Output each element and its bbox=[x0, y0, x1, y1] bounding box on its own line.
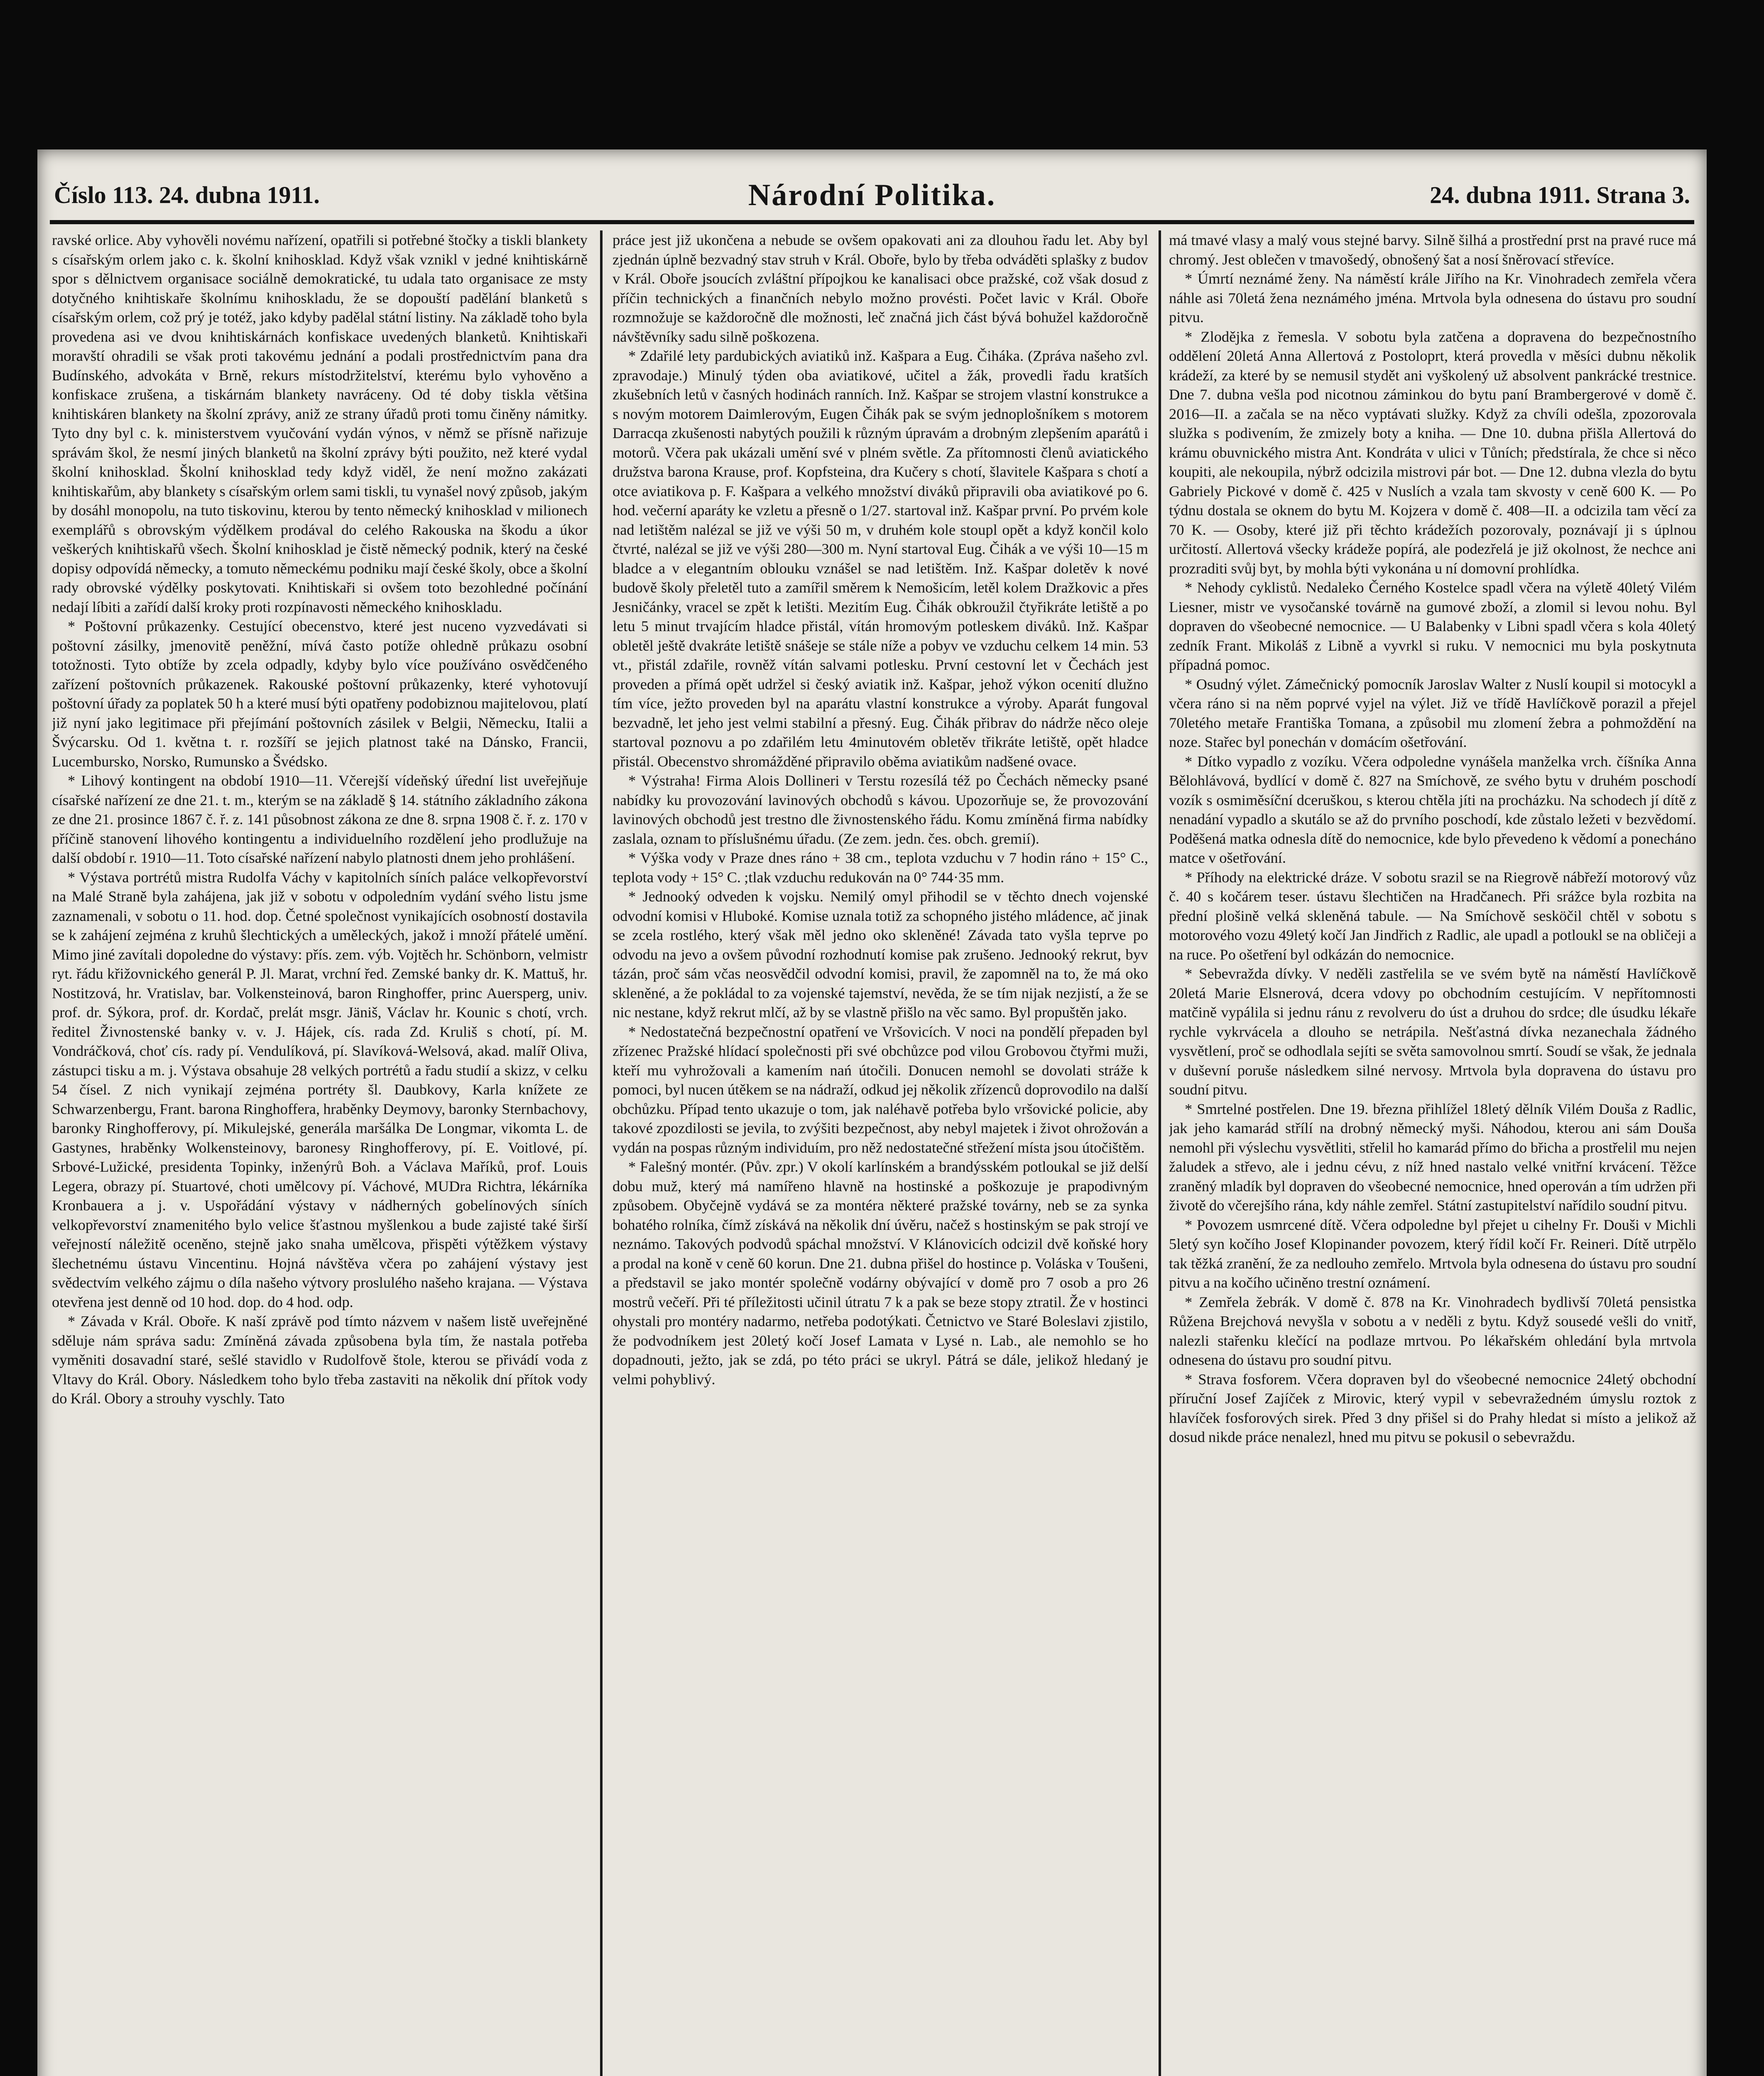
article-paragraph: * Úmrtí neznámé ženy. Na náměstí krále Jiřího na Kr. Vinohradech zemřela včera náhle asi 70letá žena neznámého jména. Mrtvola byla odnesena do ústavu pro soudní pitvu. bbox=[1169, 270, 1696, 326]
article-paragraph: * Výška vody v Praze dnes ráno + 38 cm., teplota vzduchu v 7 hodin ráno + 15° C., teplota vody + 15° C. ;tlak vzduchu redukován na 0° 744·35 mm. bbox=[612, 849, 1148, 886]
article-paragraph: * Dítko vypadlo z vozíku. Včera odpoledne vynášela manželka vrch. číšníka Anna Bělohlávová, bydlící v domě č. 827 na Smíchově, ze svého bytu v druhém poschodí vozík s osmiměsíční dceruškou, s kterou chtěla jíti na procházku. Na schodech jí dítě z nenadání vypadlo a skutálo se až do prvního poschodí, kde zůstalo ležeti v bezvědomí. Poděšená matka odnesla dítě do nemocnice, kde bylo převedeno k vědomí a ponecháno matce v ošetřování. bbox=[1169, 753, 1696, 866]
article-paragraph: * Strava fosforem. Včera dopraven byl do všeobecné nemocnice 24letý obchodní příruční Josef Zajíček z Mirovic, který vypil v sebevražedném úmyslu roztok z hlavíček fosforových sirek. Před 3 dny přišel si do Prahy hledat si místo a jelikož až dosud nikde práce nenalezl, hned mu pitvu se pokusil o sebevraždu. bbox=[1169, 1371, 1696, 1445]
article-paragraph: * Lihový kontingent na období 1910—11. Včerejší vídeňský úřední list uveřejňuje císařské nařízení ze dne 21. t. m., kterým se na základě § 14. státního základního zákona ze dne 21. prosince 1867 č. ř. z. 141 působnost zákona ze dne 8. srpna 1908 č. ř. z. 170 v příčině stanovení lihového kontingentu a individuelního rozdělení jeho prodlužuje na další období r. 1910—11. Toto císařské nařízení nabylo platnosti dnem jeho prohlášení. bbox=[52, 772, 588, 866]
article-paragraph: * Jednooký odveden k vojsku. Nemilý omyl přihodil se v těchto dnech vojenské odvodní komisi v Hluboké. Komise uznala totiž za schopného jistého mládence, ač jinak se zcela rostlého, který však měl jedno oko skleněné! Závada tato vyšla teprve po odvodu na jevo a ovšem původní rozhodnutí komise pak zrušeno. Jednooký rekrut, byv tázán, proč sám včas neosvědčil odvodní komisi, pravil, že zapomněl na to, že má oko skleněné, a že pokládal to za vojenské tajemství, nevěda, že se tím nijak nezjistí, a že se nic nestane, když rekrut mlčí, až by se vlastně přišlo na věc samo. Byl propuštěn jako. bbox=[612, 888, 1148, 1021]
article-paragraph: * Závada v Král. Oboře. K naší zprávě pod tímto názvem v našem listě uveřejněné sděluje nám správa sadu: Zmíněná závada způsobena byla tím, že nastala potřeba vyměniti dosavadní staré, sešlé stavidlo v Rudolfově štole, kterou se přivádí voda z Vltavy do Král. Obory. Následkem toho bylo třeba zastaviti na několik dní přítok vody do Král. Obory a strouhy vyschly. Tato bbox=[52, 1313, 588, 1407]
article-paragraph: * Sebevražda dívky. V neděli zastřelila se ve svém bytě na náměstí Havlíčkově 20letá Marie Elsnerová, dcera vdovy po obchodním cestujícím. V nepřítomnosti matčině vypálila si jednu ránu z revolveru do úst a druhou do srdce; dle úsudku lékaře rychle vykrvácela a dlouho se netrápila. Nešťastná dívka nezanechala žádného vysvětlení, proč se odhodlala sejíti se světa samovolnou smrtí. Soudí se však, že jednala v duševní poruše následkem silné nervosy. Mrtvola byla dopravena do ústavu pro soudní pitvu. bbox=[1169, 965, 1696, 1098]
newspaper-title: Národní Politika. bbox=[748, 178, 996, 212]
issue-number: Číslo 113. 24. dubna 1911. bbox=[54, 181, 320, 208]
article-paragraph: * Příhody na elektrické dráze. V sobotu srazil se na Riegrově nábřeží motorový vůz č. 40 s kočárem teser. ústavu šlechtičen na Hradčanech. Při srážce byla rozbita na přední plošině velká skleněná tabule. — Na Smíchově sesköčil chtěl v sobotu s motorového vozu 49letý kočí Jan Jindřich z Radlic, ale upadl a potloukl se na obličeji a na ruce. Po ošetření byl odkázán do nemocnice. bbox=[1169, 869, 1696, 963]
article-paragraph: * Zemřela žebrák. V domě č. 878 na Kr. Vinohradech bydlivší 70letá pensistka Růžena Brejchová nevyšla v sobotu a v neděli z bytu. Když sousedé vešli do vnitř, nalezli stařenku klečící na podlaze mrtvou. Po lékařském ohledání byla mrtvola odnesena do ústavu pro soudní pitvu. bbox=[1169, 1293, 1696, 1368]
text-column-3 bbox=[1169, 230, 1696, 2076]
article-paragraph: * Nedostatečná bezpečnostní opatření ve Vršovicích. V noci na pondělí přepaden byl zřízenec Pražské hlídací společnosti při své obchůzce pod vilou Grobovou čtyřmi muži, kteří mu vyhrožovali a kamením nań útočili. Donucen nemohl se dovolati stráže k pomoci, byl nucen útěkem se na nádraží, odkud jej několik zřízenců doprovodilo na další obchůzku. Případ tento ukazuje o tom, jak naléhavě potřeba bylo vršovické policie, aby takové zpozdilosti se jevila, to zvýšiti bezpečnost, aby nebyl majetek i život ohrožován a vydán na pospas různým individuím, pro něž nedostatečné střežení místa jsou útočištěm. bbox=[612, 1023, 1148, 1156]
article-paragraph: práce jest již ukončena a nebude se ovšem opakovati ani za dlouhou řadu let. Aby byl zjednán úplně bezvadný stav struh v Král. Oboře, bylo by třeba odváděti splašky z budov v Král. Oboře jsoucích zvláštní přípojkou ke kanalisaci obce pražské, což však dosud z příčin technických a finančních nebylo možno provésti. Počet lavic v Král. Oboře rozmnožuje se každoročně dle možnosti, leč značná jich část bývá bohužel každoročně návštěvníky sadu silně poškozena. bbox=[612, 232, 1148, 345]
article-paragraph: * Osudný výlet. Zámečnický pomocník Jaroslav Walter z Nuslí koupil si motocykl a včera ráno si na něm poprvé vyjel na výlet. Již ve třídě Havlíčkově porazil a přejel 70letého metaře Františka Tomana, a způsobil mu zlomení žebra a pohmoždění na noze. Stařec byl ponechán v domácím ošetřování. bbox=[1169, 676, 1696, 750]
article-paragraph: * Zlodějka z řemesla. V sobotu byla zatčena a dopravena do bezpečnostního oddělení 20letá Anna Allertová z Postoloprt, která provedla v měsíci dubnu několik krádeží, za které by se nemusil stydět ani vyškolený už absolvent pankrácké trestnice. Dne 7. dubna vešla pod nicotnou záminkou do bytu paní Brambergerové v domě č. 2016—II. a začala se na něco vyptávati služky. Když za chvíli odešla, zpozorovala služka s podivením, že zmizely boty a kniha. — Dne 10. dubna přišla Allertová do krámu obuvnického mistra Ant. Kondráta v ulici v Tůních; předstírala, že chce si něco koupiti, ale nekoupila, nýbrž odcizila mistrovi pár bot. — Dne 12. dubna vlezla do bytu Gabriely Pickové v domě č. 425 v Nuslích a vzala tam skvosty v ceně 600 K. — Po týdnu dostala se oknem do bytu M. Kojzera v domě č. 408—II. a odcizila tam věcí za 70 K. — Osoby, které již při těchto krádežích pozorovaly, poznávají ji s úplnou určitostí. Allertová všecky krádeže popírá, ale podezřelá je již okolnost, že nechce ani prozraditi svůj byt, by mohla býti vykonána u ní domovní prohlídka. bbox=[1169, 328, 1696, 577]
article-paragraph: ravské orlice. Aby vyhověli novému nařízení, opatřili si potřebné štočky a tiskli blankety s císařským orlem jako c. k. školní knihosklad. Když však vznikl v jedné knihtiskárně spor s dělnictvem organisace sociálně demokratické, tu udala tato organisace ze msty dotyčného knihtiskaře školnímu knihoskladu, že se dopouští padělání blanketů s císařským orlem, což prý je totéž, jako kdyby padělal státní listiny. Na základě toho byla provedena asi ve dvou knihtiskárnách konfiskace uvedených blanketů. Knihtiskaři moravští ohradili se však proti takovému jednání a podali prostřednictvím pana dra Budínského, advokáta v Brně, rekurs místodržitelství, kterému bylo vyhověno a konfiskace zrušena, a tiskárnám blankety navráceny. Od té doby tiskla většina knihtiskáren blankety na školní zprávy, aniž ze strany úřadů proti tomu činěny námitky. Tyto dny byl c. k. ministerstvem vyučování vydán výnos, v němž se přísně nařizuje správám škol, že nesmí jiných blanketů na školní zprávy býti použito, než které vydal školní knihosklad. Školní knihosklad tedy když viděl, že není možno zakázati knihtiskařům, aby blankety s císařským orlem sami tiskli, tu vynašel nový způsob, jakým by dosáhl monopolu, na tuto tiskovinu, kterou by tento německý knihosklad v milionech exemplářů s obrovským výdělkem prodával do celého Rakouska na škodu a úkor veškerých knihtiskařů všech. Školní knihosklad je čistě německý podnik, který na české dopisy odpovídá německy, a tomuto německému podniku mají české školy, obce a školní rady obrovské výdělky poskytovati. Knihtiskaři si ovšem toto bezohledné počínání nedají líbiti a zařídí další kroky proti rozpínavosti německého knihoskladu. bbox=[52, 232, 588, 615]
article-paragraph: * Falešný montér. (Pův. zpr.) V okolí karlínském a brandýsském potloukal se již delší dobu muž, který má namířeno hlavně na hostinské a poškozuje je prapodivným způsobem. Obyčejně vydává se za montéra některé pražské továrny, neb se za synka bohatého rolníka, čímž získává na několik dní úvěru, načež s hostinským se pak strojí ve neznámo. Takových podvodů spáchal množství. V Klánovicích odcizil dvě koňské hory a prodal na koně v ceně 60 korun. Dne 21. dubna přišel do hostince p. Voláska v Toušeni, a představil se jako montér společně vodárny obývající v domě pro 7 osob a pro 26 mostrů večeří. Při té příležitosti učinil útratu 7 k a pak se beze stopy ztratil. Že v hostinci ohystali pro montéry nadarmo, netřeba podotýkati. Četnictvo ve Staré Boleslavi zjistilo, že podvodníkem jest 20letý kočí Josef Lamata v Lysé n. Lab., ale nemohlo se ho dopadnouti, ježto, jak se zdá, po této práci se ukryl. Pátrá se dále, jelikož hledaný je velmi pohyblivý. bbox=[612, 1158, 1148, 1388]
text-column-1 bbox=[52, 230, 588, 2076]
article-paragraph: * Poštovní průkazenky. Cestující obecenstvo, které jest nucenо vyzvedávati si poštovní zásilky, jmenovitě peněžní, mívá často potíže ohledně průkazu osobní totožnosti. Tyto obtíže by zcela odpadly, kdyby bylo více používáno osvědčeného zařízení poštovních průkazenek. Rakouské poštovní průkazenky, které vyhotovují poštovní úřady za poplatek 50 h a které musí býti opatřeny podobiznou majitelovou, platí již nyní jako legitimace při přejímání poštovních zásilek v Belgii, Německu, Italii a Švýcarsku. Od 1. května t. r. rozšíří se jejich platnost také na Dánsko, Francii, Lucembursko, Norsko, Rumunsko a Švédsko. bbox=[52, 618, 588, 770]
article-paragraph: * Výstava portrétů mistra Rudolfa Váchy v kapitolních síních paláce velkopřevorství na Malé Straně byla zahájena, jak již v sobotu v odpoledním vydání svého listu jsme zaznamenali, v sobotu o 11. hod. dop. Četné společnost vynikajících osobností dostavila se k zahájení zejména z kruhů šlechtických a uměleckých, jakož i množí přátelé umění. Mimo jiné zavítali dopoledne do výstavy: přís. zem. výb. Vojtěch hr. Schönborn, velmistr ryt. řádu křižovnického generál P. Jl. Marat, vrchní řed. Zemské banky dr. K. Mattuš, hr. Nostitzová, hr. Vratislav, bar. Volkensteinová, baron Ringhoffer, princ Auersperg, univ. prof. dr. Sýkora, prof. dr. Kordač, prelát msgr. Jäniš, Václav hr. Kounic s chotí, vrch. ředitel Živnostenské banky v. v. J. Hájek, cís. rada Zd. Kruliš s chotí, pí. M. Vondráčková, choť cís. rady pí. Vendulíková, pí. Slavíková-Welsová, akad. malíř Oliva, zástupci tisku a m. j. Výstava obsahuje 28 velkých portrétů a řadu studií a skizz, v celku 54 čísel. Z nich vynikají zejména portréty šl. Daubkovy, Karla knížete ze Schwarzenbergu, Frant. barona Ringhoffera, hraběnky Deymovy, baronky Sternbachovy, baronky Ringhofferovy, pí. Mikulejské, generála maršálka De Longmar, vikomta L. de Gastynes, hraběnky Wolkensteinovy, baronesy Ringhofferovy, pí. E. Voitlové, pí. Srbové-Lužické, presidenta Topinky, inženýrů Boh. a Václava Maříků, prof. Louis Legera, obrazy pí. Stuartové, choti umělcovy pí. Váchové, MUDra Richtra, lékárníka Kronbauera a j. v. Uspořádání výstavy v nádherných gobelínových síních velkopřevorství znamenitého bylo velice šťastnou myšlenkou a bude zajisté také širší veřejností náležitě oceněno, stejně jako snaha umělcova, přispěti výtěžkem výstavy šlechetnému ústavu Vincentinu. Hojná návštěva včera po zahájení výstavy jest svědectvím velkého zájmu o díla našeho výtvory proslulého našeho krajana. — Výstava otevřena jest denně od 10 hod. dop. do 4 hod. odp. bbox=[52, 869, 588, 1310]
article-paragraph: * Smrtelné postřelen. Dne 19. března přihlížel 18letý dělník Vilém Douša z Radlic, jak jeho kamarád střílí na drobný německý myši. Náhodou, kterou ani sám Douša nemohl při výslechu vysvětliti, střelil ho kamarád přímo do břicha a prostřelil mu nejen žaludek a střevo, ale i jednu cévu, z níž hned nastalo velké vnitřní krvácení. Těžce zraněný mladík byl dopraven do všeobecné nemocnice, hned operován a tím udržen při životě do včerejšího rána, kdy náhle zemřel. Státní zastupitelství nařídilo soudní pitvu. bbox=[1169, 1100, 1696, 1214]
article-paragraph: * Nehody cyklistů. Nedaleko Černého Kostelce spadl včera na výletě 40letý Vilém Liesner, mistr ve vysočanské továrně na gumové zboží, a zlomil si levou nohu. Byl dopraven do všeobecné nemocnice. — U Balabenky v Libni spadl včera s kola 40letý zedník Frant. Mikoláš z Libně a vyvrkl si ruku. V nemocnici mu byla poskytnuta případná pomoc. bbox=[1169, 579, 1696, 673]
article-paragraph: * Povozem usmrcené dítě. Včera odpoledne byl přejet u cihelny Fr. Douši v Michli 5letý syn kočího Josef Klopinander povozem, který řídil kočí Fr. Reineri. Dítě utrpělo tak těžká zranění, že za nedlouho zemřelo. Mrtvola byla odnesena do ústavu pro soudní pitvu a na kočího učiněno trestní oznámení. bbox=[1169, 1216, 1696, 1291]
masthead bbox=[50, 174, 1694, 224]
text-column-2 bbox=[612, 230, 1148, 2076]
column-rule bbox=[600, 230, 603, 2076]
date-and-page: 24. dubna 1911. Strana 3. bbox=[1430, 181, 1690, 208]
article-paragraph: má tmavé vlasy a malý vous stejné barvy. Silně šilhá a prostřední prst na pravé ruce má chromý. Jest oblečen v tmavošedý, obnošený šat a nosí šněrovací střevíce. bbox=[1169, 232, 1696, 268]
article-paragraph: * Zdařilé lety pardubických aviatiků inž. Kašpara a Eug. Čiháka. (Zpráva našeho zvl. zpravodaje.) Minulý týden oba aviatikové, učitel a žák, provedli řadu kratších zkušebních letů v časných hodinách ranních. Inž. Kašpar se strojem vlastní konstrukce a s novým motorem Daimlerovým, Eugen Čihák pak se svým jednoplošníkem s motorem Darracqa zkušenosti nabytých použili k různým úpravám a drobným zlepšením aparátů i motorů. Včera pak ukázali umění své v plném světle. Za přítomnosti členů aviatického družstva barona Krause, prof. Kopfsteina, dra Kučery s chotí, šlavitele Kašpara s chotí a otce aviatikova p. F. Kašpara a velkého množství diváků připravili oba aviatikové po 6. hod. večerní aparáty ke vzletu a přesně o 1/27. startoval inž. Kašpar první. Po prvém kole nad letištěm nalézal se již ve výši 50 m, v druhém kole stoupl opět a když končil kolo čtvrté, nalézal se již ve výši 280—300 m. Nyní startoval Eug. Čihák a ve výši 10—15 m bladce a v elegantním oblouku vznášel se nad letištěm. Inž. Kašpar doletěv k nové budově školy přeletěl tuto a zamířil směrem k Nemošicím, letěl kolem Dražkovic a přes Jesničánky, vracel se zpět k letišti. Mezitím Eug. Čihák obkroužil čtyřikráte letiště a po letu 5 minut trvajícím hladce přistál, vítán hromovým potleskem diváků. Inž. Kašpar obletěl ještě dvakráte letiště snášeje se stále níže a pobyv ve vzduchu celkem 14 min. 53 vt., přistál zdařile, rovněž vítán salvami potlesku. První cestovní let v Čechách jest proveden a přímá opět udržel si český aviatik inž. Kašpar, jehož výkon ocenití dlužno tím více, ježto proveden byl na aparátu vlastní konstrukce a výroby. Aparát fungoval bezvadně, let jeho jest velmi stabilní a přesný. Eug. Čihák přibrav do nádrže něco oleje startoval poznovu a po zdařilém letu 4minutovém obletěv třikráte letiště, opět hladce přistál. Obecenstvo shromážděné připravilo oběma aviatikům nadšené ovace. bbox=[612, 348, 1148, 770]
column-rule bbox=[1159, 230, 1161, 2076]
article-paragraph: * Výstraha! Firma Alois Dollineri v Terstu rozesílá též po Čechách německy psané nabídky ku provozování lavinových obchodů s kávou. Upozorňuje se, že provozování lavinových obchodů jest trestno dle živnostenského řádu. Komu zmíněná firma nabídky zaslala, oznam to příslušnému úřadu. (Ze zem. jedn. čes. obch. gremií). bbox=[612, 772, 1148, 847]
